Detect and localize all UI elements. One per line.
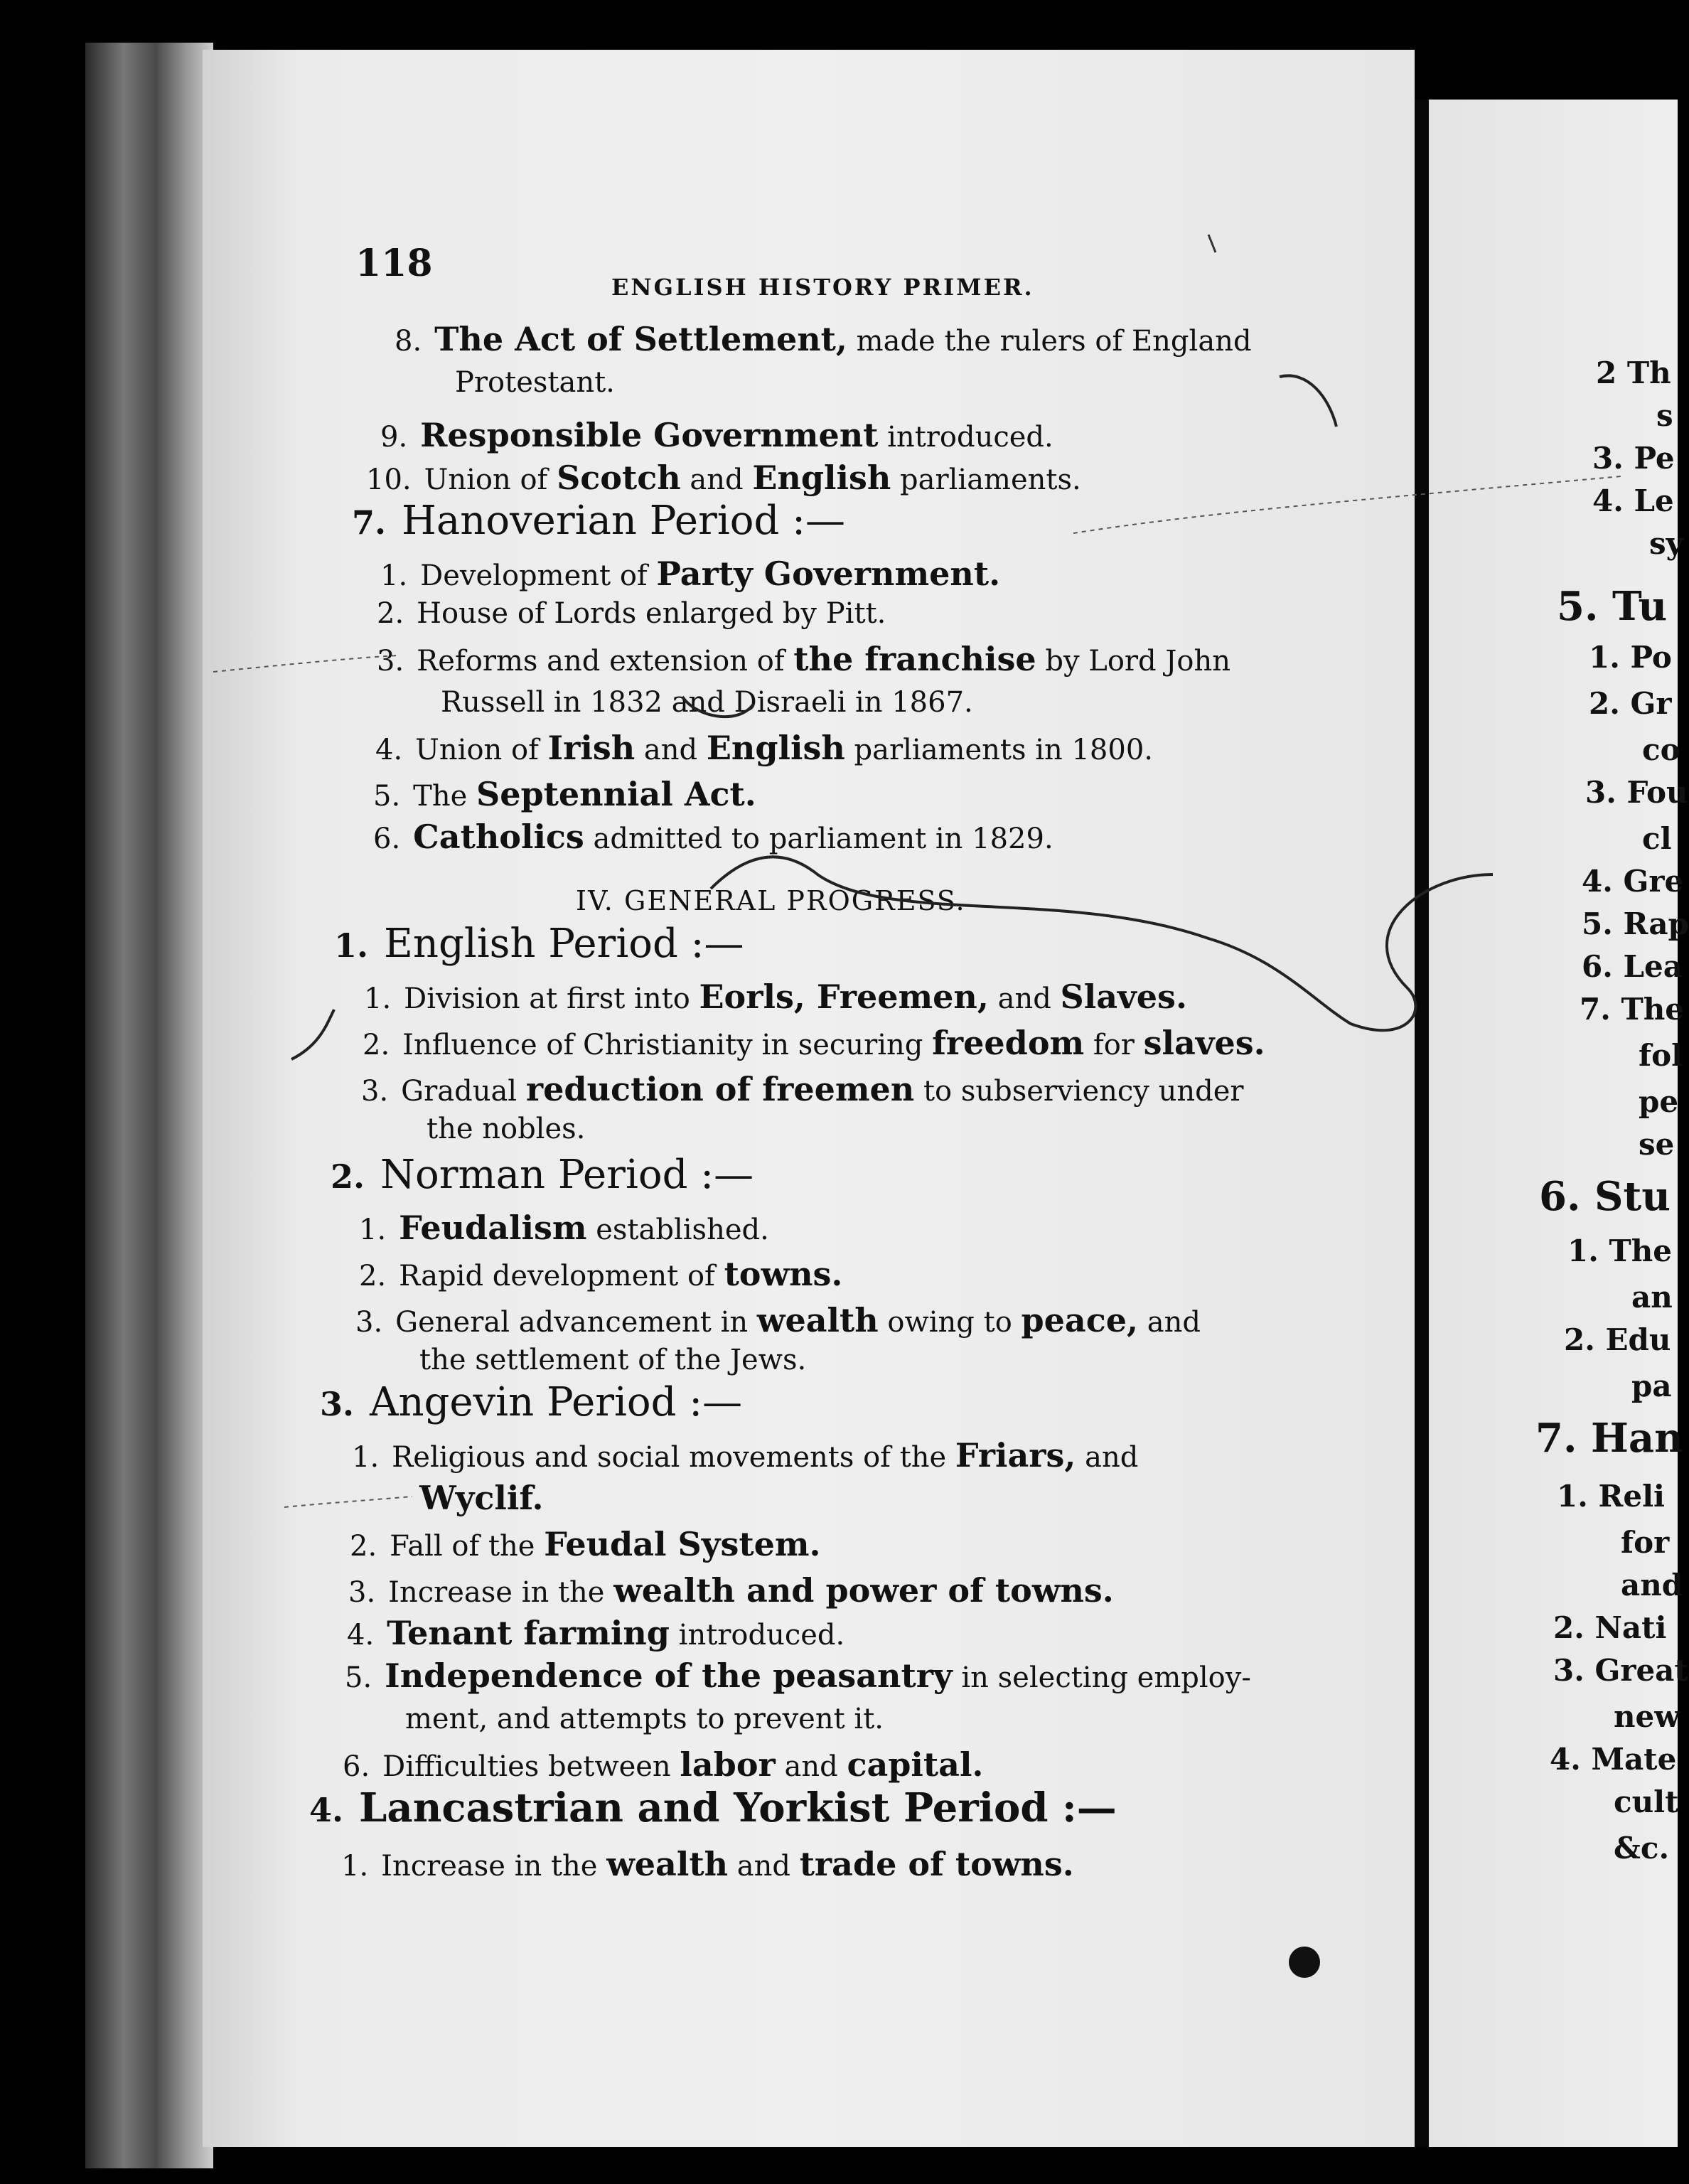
list-item-continuation: Russell in 1832 and Disraeli in 1867.: [441, 686, 973, 719]
right-page-fragment: se: [1639, 1127, 1675, 1162]
right-page-fragment: 2. Gr: [1589, 686, 1672, 721]
list-item: 3. Increase in the wealth and power of towns.: [348, 1571, 1114, 1610]
right-page-fragment: 1. The: [1567, 1233, 1672, 1268]
right-page-fragment: 4. Le: [1592, 483, 1674, 518]
right-page-fragment: 6. Stu: [1539, 1173, 1671, 1220]
list-item-continuation: Protestant.: [455, 366, 615, 399]
page-number: 118: [355, 242, 433, 285]
right-page-fragment: 3. Great: [1553, 1653, 1688, 1688]
right-page-fragment: new: [1614, 1699, 1680, 1734]
list-item: 5. The Septennial Act.: [373, 775, 756, 813]
right-page-fragment: 2. Edu: [1564, 1322, 1671, 1357]
right-page-fragment: 6. Lea: [1582, 949, 1683, 984]
list-item-continuation: Wyclif.: [419, 1479, 544, 1517]
right-page-fragment: 4. Gre: [1582, 864, 1684, 899]
right-page-fragment: 5. Tu: [1557, 583, 1668, 630]
list-item-continuation: ment, and attempts to prevent it.: [405, 1703, 884, 1735]
list-item: 2. Rapid development of towns.: [359, 1255, 843, 1293]
page-gutter: [1415, 100, 1429, 2147]
book-edge: [85, 43, 213, 2168]
section-heading-lancastrian: 4. Lancastrian and Yorkist Period :—: [309, 1784, 1117, 1831]
list-item-continuation: the settlement of the Jews.: [419, 1344, 807, 1376]
list-item: 2. Fall of the Feudal System.: [350, 1525, 821, 1563]
right-page-fragment: cl: [1642, 821, 1672, 856]
list-item: 6. Catholics admitted to parliament in 1829.: [373, 818, 1053, 856]
section-heading-angevin: 3. Angevin Period :—: [320, 1379, 743, 1425]
list-item: 5. Independence of the peasantry in selecting employ-: [345, 1656, 1251, 1695]
right-page-fragment: fol: [1639, 1038, 1683, 1073]
section-heading-norman: 2. Norman Period :—: [331, 1152, 754, 1198]
right-page-fragment: 1. Reli: [1557, 1479, 1666, 1514]
right-page-fragment: sy: [1649, 526, 1684, 561]
running-head: ENGLISH HISTORY PRIMER.: [611, 274, 1034, 301]
list-item: 9. Responsible Government introduced.: [380, 416, 1053, 454]
list-item: 6. Difficulties between labor and capital.: [343, 1745, 984, 1784]
list-item: 10. Union of Scotch and English parliaments.: [366, 459, 1081, 497]
right-page-fragment: 1. Po: [1589, 640, 1672, 675]
right-page-fragment: 4. Mate: [1550, 1742, 1677, 1777]
list-item: 8. The Act of Settlement, made the rulers of England: [395, 320, 1252, 358]
right-page-fragment: 3. Fou: [1585, 775, 1688, 810]
list-item: 3. General advancement in wealth owing to peace, and: [355, 1301, 1201, 1339]
list-item: 1. Increase in the wealth and trade of towns.: [341, 1845, 1074, 1883]
right-page-fragment: pa: [1631, 1369, 1672, 1403]
right-page-fragment: for: [1621, 1525, 1670, 1560]
list-item: 1. Development of Party Government.: [380, 555, 1001, 593]
list-item: 3. Gradual reduction of freemen to subserviency under: [361, 1070, 1244, 1108]
list-item: 1. Feudalism established.: [359, 1209, 769, 1247]
division-heading: IV. GENERAL PROGRESS.: [576, 885, 966, 916]
list-item: 1. Religious and social movements of the Friars, and: [352, 1436, 1139, 1474]
right-page-fragment: and: [1621, 1568, 1683, 1602]
list-item: 3. Reforms and extension of the franchise by Lord John: [377, 640, 1230, 678]
right-page-fragment: pe: [1639, 1084, 1679, 1119]
right-page-fragment: 7. Han: [1535, 1415, 1683, 1462]
section-heading-hanoverian: 7. Hanoverian Period :—: [352, 498, 845, 544]
right-page-fragment: &c.: [1614, 1831, 1670, 1866]
right-page-fragment: 2 Th: [1596, 355, 1671, 390]
section-heading-english: 1. English Period :—: [334, 921, 744, 967]
right-page-fragment: co: [1642, 732, 1680, 767]
right-page-fragment: 2. Nati: [1553, 1610, 1667, 1645]
list-item: 2. Influence of Christianity in securing freedom for slaves.: [363, 1024, 1265, 1062]
right-page-fragment: s: [1656, 398, 1673, 433]
right-page-fragment: 5. Rap: [1582, 906, 1689, 941]
right-page-fragment: 7. The: [1580, 992, 1684, 1027]
list-item: 2. House of Lords enlarged by Pitt.: [377, 597, 886, 630]
list-item: 4. Union of Irish and English parliaments in 1800.: [375, 729, 1153, 767]
right-page-fragment: an: [1631, 1280, 1673, 1315]
right-page-fragment: cult: [1614, 1784, 1679, 1819]
right-page-fragment: 3. Pe: [1592, 441, 1675, 476]
list-item: 4. Tenant farming introduced.: [347, 1614, 845, 1652]
list-item-continuation: the nobles.: [427, 1113, 586, 1145]
list-item: 1. Division at first into Eorls, Freemen, and Slaves.: [364, 978, 1187, 1016]
